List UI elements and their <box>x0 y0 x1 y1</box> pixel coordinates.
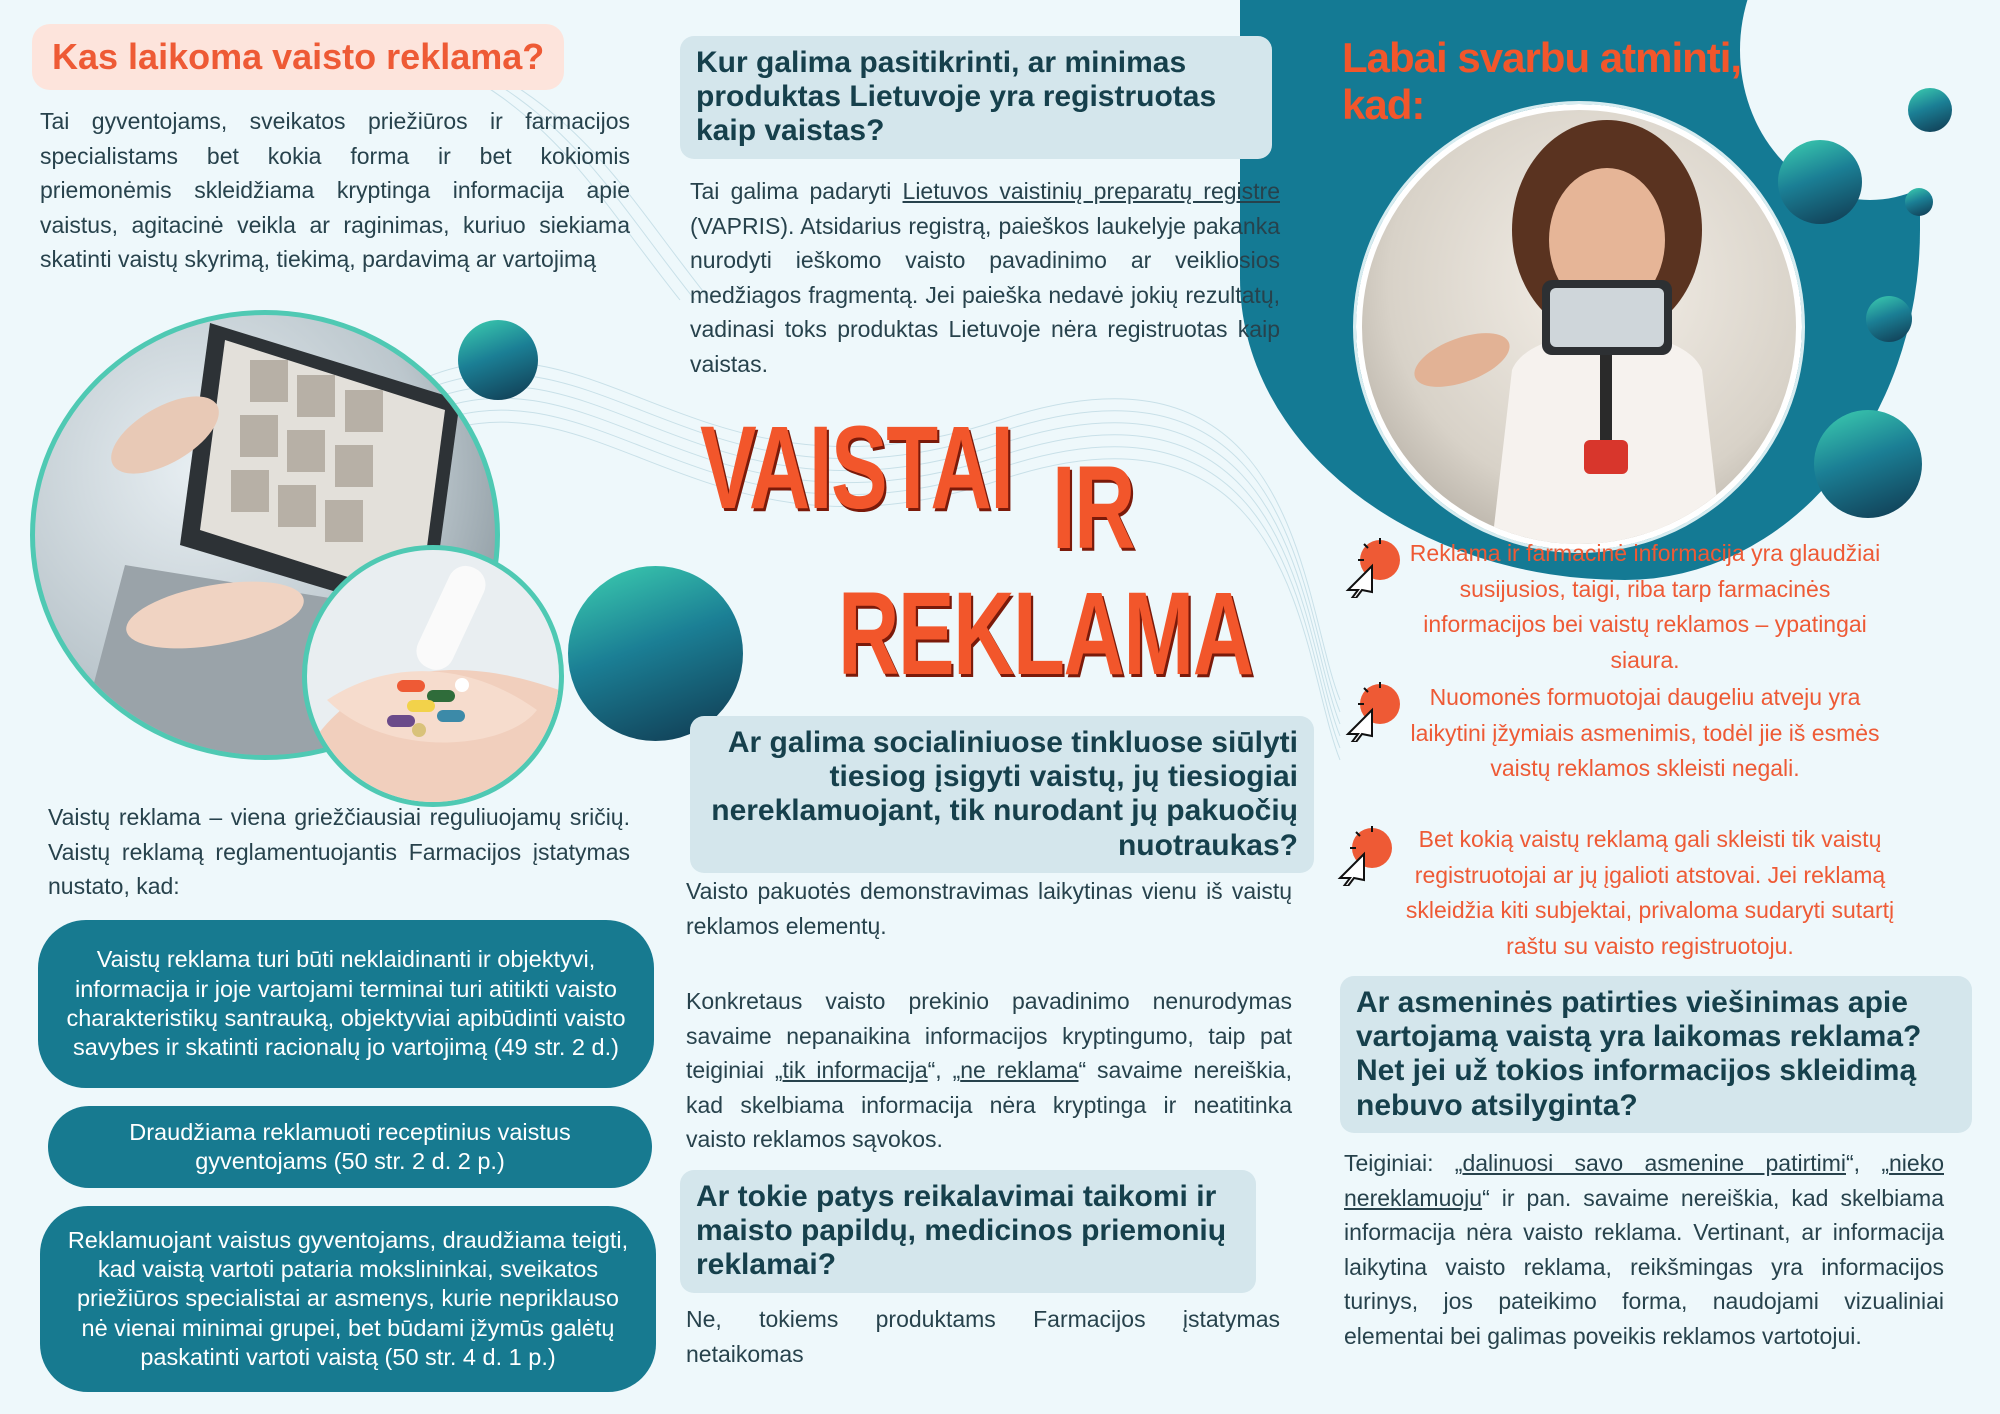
influencer-woman-photo <box>1356 104 1802 550</box>
decorative-bubble <box>1866 296 1912 342</box>
decorative-bubble <box>568 566 743 741</box>
rule-card-2 <box>48 1106 652 1188</box>
cursor-click-icon <box>1334 826 1394 886</box>
decorative-bubble <box>1908 88 1952 132</box>
cursor-click-icon <box>1342 538 1402 598</box>
question-personal-experience: Ar asmeninės patirties viešinimas apie vartojamą vaistą yra laikomas reklama? Net jei už tokios informacijos skleidimą nebuvo atsilyginta? <box>1340 976 1972 1133</box>
title-word-3: REKLAMA <box>838 568 1253 700</box>
vapris-register-link[interactable]: Lietuvos vaistinių preparatų registre <box>902 178 1280 204</box>
title-word-2: IR <box>1052 442 1135 574</box>
question-registered-drug: Kur galima pasitikrinti, ar minimas produktas Lietuvoje yra registruotas kaip vaistas? <box>680 36 1272 159</box>
remember-point-1: Reklama ir farmacinė informacija yra glaudžiai susijusios, taigi, riba tarp farmacinės informacijos bei vaistų reklamos – ypatingai siaura. <box>1409 540 1881 673</box>
cursor-click-icon <box>1342 682 1402 742</box>
question-supplements: Ar tokie patys reikalavimai taikomi ir maisto papildų, medicinos priemonių reklamai? <box>680 1170 1256 1293</box>
remember-point-2: Nuomonės formuotojai daugeliu atveju yra laikytini įžymiais asmenimis, todėl jie iš esmės vaistų reklamos skleisti negali. <box>1410 684 1880 782</box>
section-heading-remember: Labai svarbu atminti, kad: <box>1342 34 1742 129</box>
decorative-bubble <box>1814 410 1922 518</box>
answer-supplements: Ne, tokiems produktams Farmacijos įstatymas netaikomas <box>686 1306 1280 1367</box>
question-social-networks: Ar galima socialiniuose tinkluose siūlyti tiesiog įsigyti vaistų, jų tiesiogiai nereklamuojant, tik nurodant jų pakuočių nuotraukas? <box>690 716 1314 873</box>
rule-card-text: Draudžiama reklamuoti receptinius vaistus gyventojams (50 str. 2 d. 2 p.) <box>129 1118 571 1174</box>
answer-personal-experience: Teiginiai: „dalinuosi savo asmenine patirtimi“, „nieko nereklamuoju“ ir pan. savaime nereiškia, kad skelbiama informacija nėra vaisto reklama. Vertinant, ar informacija laikytina vaisto reklama, reikšmingas yra informacijos turinys, jos pateikimo forma, naudojami vizualiniai elementai bei galimas poveikis reklamos vartotojui. <box>1344 1150 1944 1349</box>
answer-registered-drug: Tai galima padaryti Lietuvos vaistinių preparatų registre (VAPRIS). Atsidarius registrą, paieškos laukelyje pakanka nurodyti ieškomo vaisto pavadinimo ar veikliosios medžiagos fragmentą. Jei paieška nedavė jokių rezultatų, vadinasi toks produktas Lietuvoje nėra registruotas kaip vaistas. <box>690 178 1280 377</box>
section-heading-ad-definition: Kas laikoma vaisto reklama? <box>32 24 564 90</box>
answer-social-networks-2: Konkretaus vaisto prekinio pavadinimo nenurodymas savaime nepanaikina informacijos kryptingumo, taip pat teiginiai „tik informacija“, „ne reklama“ savaime nereiškia, kad skelbiama informacija nėra kryptinga ir neatitinka vaisto reklamos sąvokos. <box>686 988 1292 1152</box>
rule-card-3 <box>40 1206 656 1392</box>
pills-in-hand-photo <box>302 545 564 807</box>
decorative-bubble <box>1778 140 1862 224</box>
answer-social-networks: Vaisto pakuotės demonstravimas laikytinas vienu iš vaistų reklamos elementų. <box>686 878 1292 939</box>
rule-card-text: Reklamuojant vaistus gyventojams, draudžiama teigti, kad vaistą vartoti pataria mokslininkai, sveikatos priežiūros specialistai ar asmenys, kurie nepriklauso nė vienai minimai grupei, bet būdami įžymūs galėtų paskatinti vartoti vaistą (50 str. 4 d. 1 p.) <box>67 1226 629 1371</box>
remember-point-3: Bet kokią vaistų reklamą gali skleisti tik vaistų registruotojai ar jų įgalioti atstovai. Jei reklamą skleidžia kiti subjektai, privaloma sudaryti sutartį raštu su vaisto registruotoju. <box>1405 826 1895 959</box>
rule-card-1 <box>38 920 654 1088</box>
law-intro-text: Vaistų reklama – viena griežčiausiai reguliuojamų sričių. Vaistų reklamą reglamentuojantis Farmacijos įstatymas nustato, kad: <box>48 804 630 899</box>
decorative-bubble <box>1905 188 1933 216</box>
decorative-bubble <box>458 320 538 400</box>
title-word-1: VAISTAI <box>700 402 1013 534</box>
ad-definition-text: Tai gyventojams, sveikatos priežiūros ir farmacijos specialistams bet kokia forma ir bet kokiomis priemonėmis skleidžiama kryptinga informacija apie vaistus, agitacinė veikla ar raginimas, kuriuo siekiama skatinti vaistų skyrimą, tiekimą, pardavimą ar vartojimą <box>40 108 630 272</box>
rule-card-text: Vaistų reklama turi būti neklaidinanti ir objektyvi, informacija ir joje vartojami terminai turi atitikti vaisto charakteristikų santrauką, objektyviai apibūdinti vaisto savybes ir skatinti racionalų jo vartojimą (49 str. 2 d.) <box>66 946 626 1061</box>
